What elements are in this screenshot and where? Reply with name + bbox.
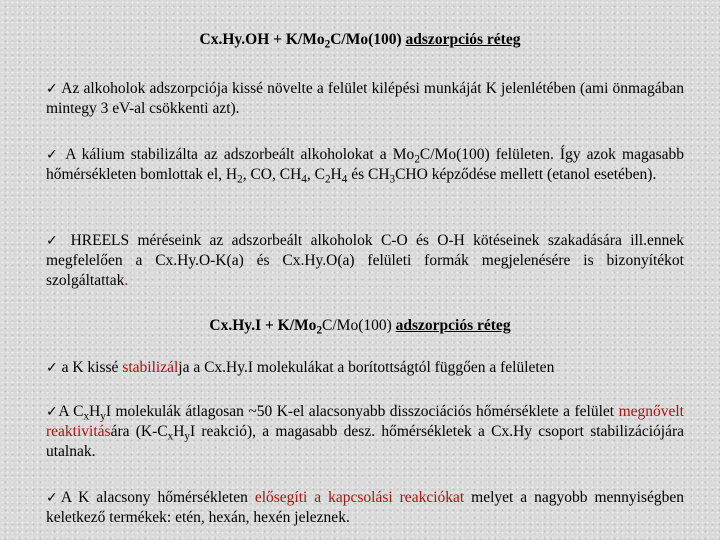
paragraph-text: Az alkoholok adszorpciója kissé növelte a felület kilépési munkáját K jelenlétében (ami önmagában mintegy 3 eV-al csökkenti azt). <box>46 80 684 117</box>
check-mark-icon: ✓ <box>46 404 59 420</box>
check-mark-icon: ✓ <box>46 81 58 97</box>
heading-iodide <box>0 316 720 336</box>
paragraph-work-function <box>46 79 684 119</box>
check-mark-icon: ✓ <box>46 233 63 249</box>
paragraph-dissociation: ✓A $C_xH_yI$ molekulák átlagosan ~50 K-el alacsonyabb disszociációs hőmérséklete a felület megnővelt reaktivitására ($K-C_xH_yI$ reakció), a magasabb desz. hőmérsékletek a Cx.Hy csoport stabilizációjára utalnak. <box>46 403 685 460</box>
paragraph-iodide-stabilization: ✓ a K kissé stabilizálja a Cx.Hy.I molekulákat a borítottságtól függően a felületen <box>46 359 555 376</box>
heading-alcohol-layer: adszorpciós réteg <box>405 31 521 48</box>
heading-alcohol-formula: $Cx.Hy.OH + K/Mo_2C/Mo(100)$ <box>199 31 402 51</box>
check-mark-icon: ✓ <box>46 147 60 163</box>
check-mark-icon: ✓ <box>46 490 61 506</box>
heading-iodide-layer: adszorpciós réteg <box>395 317 511 334</box>
paragraph-hreels: ✓ HREELS méréseink az adszorbeált alkoholok C-O és O-H kötéseinek szakadására ill.ennek megfelelően a Cx.Hy.O-K(a) és Cx.Hy.O(a) felületi formák megjelenésére is bizonyítékot szolgáltattak. <box>46 232 684 289</box>
heading-iodide-formula: $Cx.Hy.I + K/Mo_2C/Mo(100)$ <box>209 317 392 337</box>
check-mark-icon: ✓ <box>46 360 58 376</box>
paragraph-coupling: ✓A K alacsony hőmérsékleten elősegíti a kapcsolási reakciókat melyet a nagyobb mennyiségben keletkező termékek: etén, hexán, hexén jeleznek. <box>46 489 685 526</box>
heading-alcohol <box>0 30 720 50</box>
paragraph-potassium-stabilization: ✓ A kálium stabilizálta az adszorbeált alkoholokat a $Mo_2C/Mo(100)$ felületen. Így azok magasabb hőmérsékleten bomlottak el, $H_2$, CO, $CH_4$, $C_2H_4$ és $CH_3CHO$ képződése mellett (etanol esetében). <box>46 146 685 186</box>
